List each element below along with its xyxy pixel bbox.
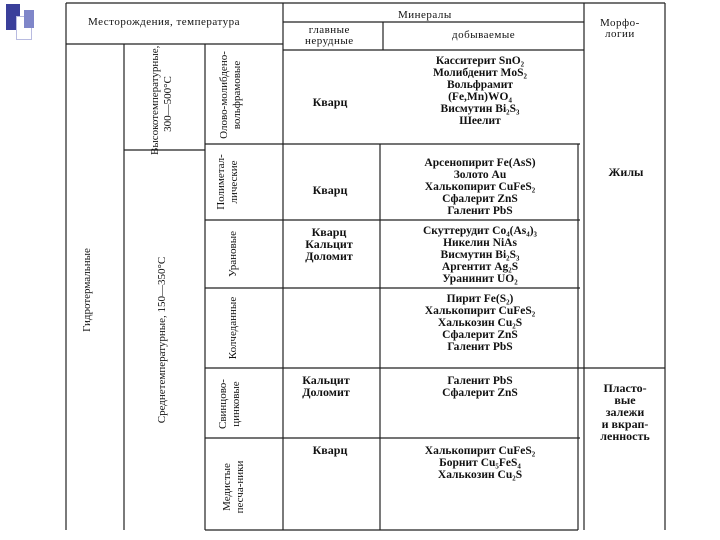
- label-hydrothermal: Гидротермальные: [81, 248, 93, 332]
- header-ore: добываемые: [452, 29, 516, 41]
- ore-item: Скуттерудит Co₄(As₄)₃: [423, 225, 537, 237]
- label-type-pb-zn: Свинцово-цинковые: [217, 379, 242, 429]
- header-deposits-temperature: Месторождения, температура: [88, 16, 241, 28]
- ore-item: Касситерит SnO₂: [435, 55, 525, 67]
- morph-strata: Пласто- вые залежи и вкрап- ленность: [600, 381, 650, 443]
- ore-list-5: [392, 375, 568, 399]
- ore-item: Халькопирит CuFeS₂: [424, 305, 536, 317]
- ore-item: Молибденит MoS₂: [433, 67, 527, 79]
- ore-list-6: [392, 445, 568, 481]
- label-type-cupriferous-sandstone: Медистые песча-ники: [221, 460, 246, 514]
- ore-list-4: [392, 293, 568, 353]
- ore-item: Сфалерит ZnS: [442, 329, 518, 341]
- ore-list-2: [392, 157, 568, 217]
- ore-item: Халькопирит CuFeS₂: [424, 445, 536, 457]
- ore-item: Галенит PbS: [447, 341, 513, 353]
- ore-item: Халькопирит CuFeS₂: [424, 181, 536, 193]
- gangue-cell-5: Кальцит Доломит: [302, 373, 350, 399]
- label-type-pyrite: Колчеданные: [227, 296, 239, 360]
- ore-item: Борнит Cu₅FeS₄: [439, 457, 521, 469]
- header-gangue: главные нерудные: [305, 24, 354, 47]
- label-type-polymetallic: Полиметал-лические: [215, 154, 240, 210]
- label-high-temperature: Высокотемпературные, 300—500°С: [149, 45, 174, 155]
- ore-item: Халькозин Cu₂S: [437, 469, 523, 481]
- ore-item: Галенит PbS: [447, 375, 513, 387]
- ore-item: Висмутин Bi₂S₃: [440, 249, 520, 261]
- header-morphology: Морфо- логии: [600, 17, 640, 40]
- ore-item: Аргентит Ag₂S: [441, 261, 519, 273]
- ore-item: Арсенопирит Fe(AsS): [424, 157, 536, 169]
- ore-item: Сфалерит ZnS: [442, 387, 518, 399]
- header-minerals: Минералы: [398, 9, 452, 21]
- ore-item: Уранинит UO₂: [442, 273, 518, 285]
- gangue-cell-3: Кварц Кальцит Доломит: [305, 225, 353, 263]
- gangue-cell-6: Кварц: [312, 443, 348, 457]
- morph-veins: Жилы: [608, 165, 644, 179]
- ore-list-1: [395, 55, 565, 127]
- label-medium-temperature: Среднетемпературные, 150—350°С: [156, 256, 168, 424]
- ore-item: Висмутин Bi₂S₃: [440, 103, 520, 115]
- ore-item: Пирит Fe(S₂): [446, 293, 514, 305]
- label-type-sn-mo-w: Олово-молибдено-вольфрамовые: [218, 51, 243, 139]
- gangue-cell-1: Кварц: [312, 95, 348, 109]
- ore-item: (Fe,Mn)WO₄: [448, 91, 512, 103]
- gangue-cell-2: Кварц: [312, 183, 348, 197]
- ore-item: Никелин NiAs: [443, 237, 517, 249]
- ore-item: Халькозин Cu₂S: [437, 317, 523, 329]
- ore-list-3: [392, 225, 568, 285]
- ore-item: Галенит PbS: [447, 205, 513, 217]
- label-type-uranium: Урановые: [227, 230, 239, 278]
- ore-item: Золото Au: [453, 169, 507, 181]
- ore-item: Сфалерит ZnS: [442, 193, 518, 205]
- ore-item: Вольфрамит: [446, 79, 513, 91]
- ore-item: Шеелит: [459, 115, 501, 127]
